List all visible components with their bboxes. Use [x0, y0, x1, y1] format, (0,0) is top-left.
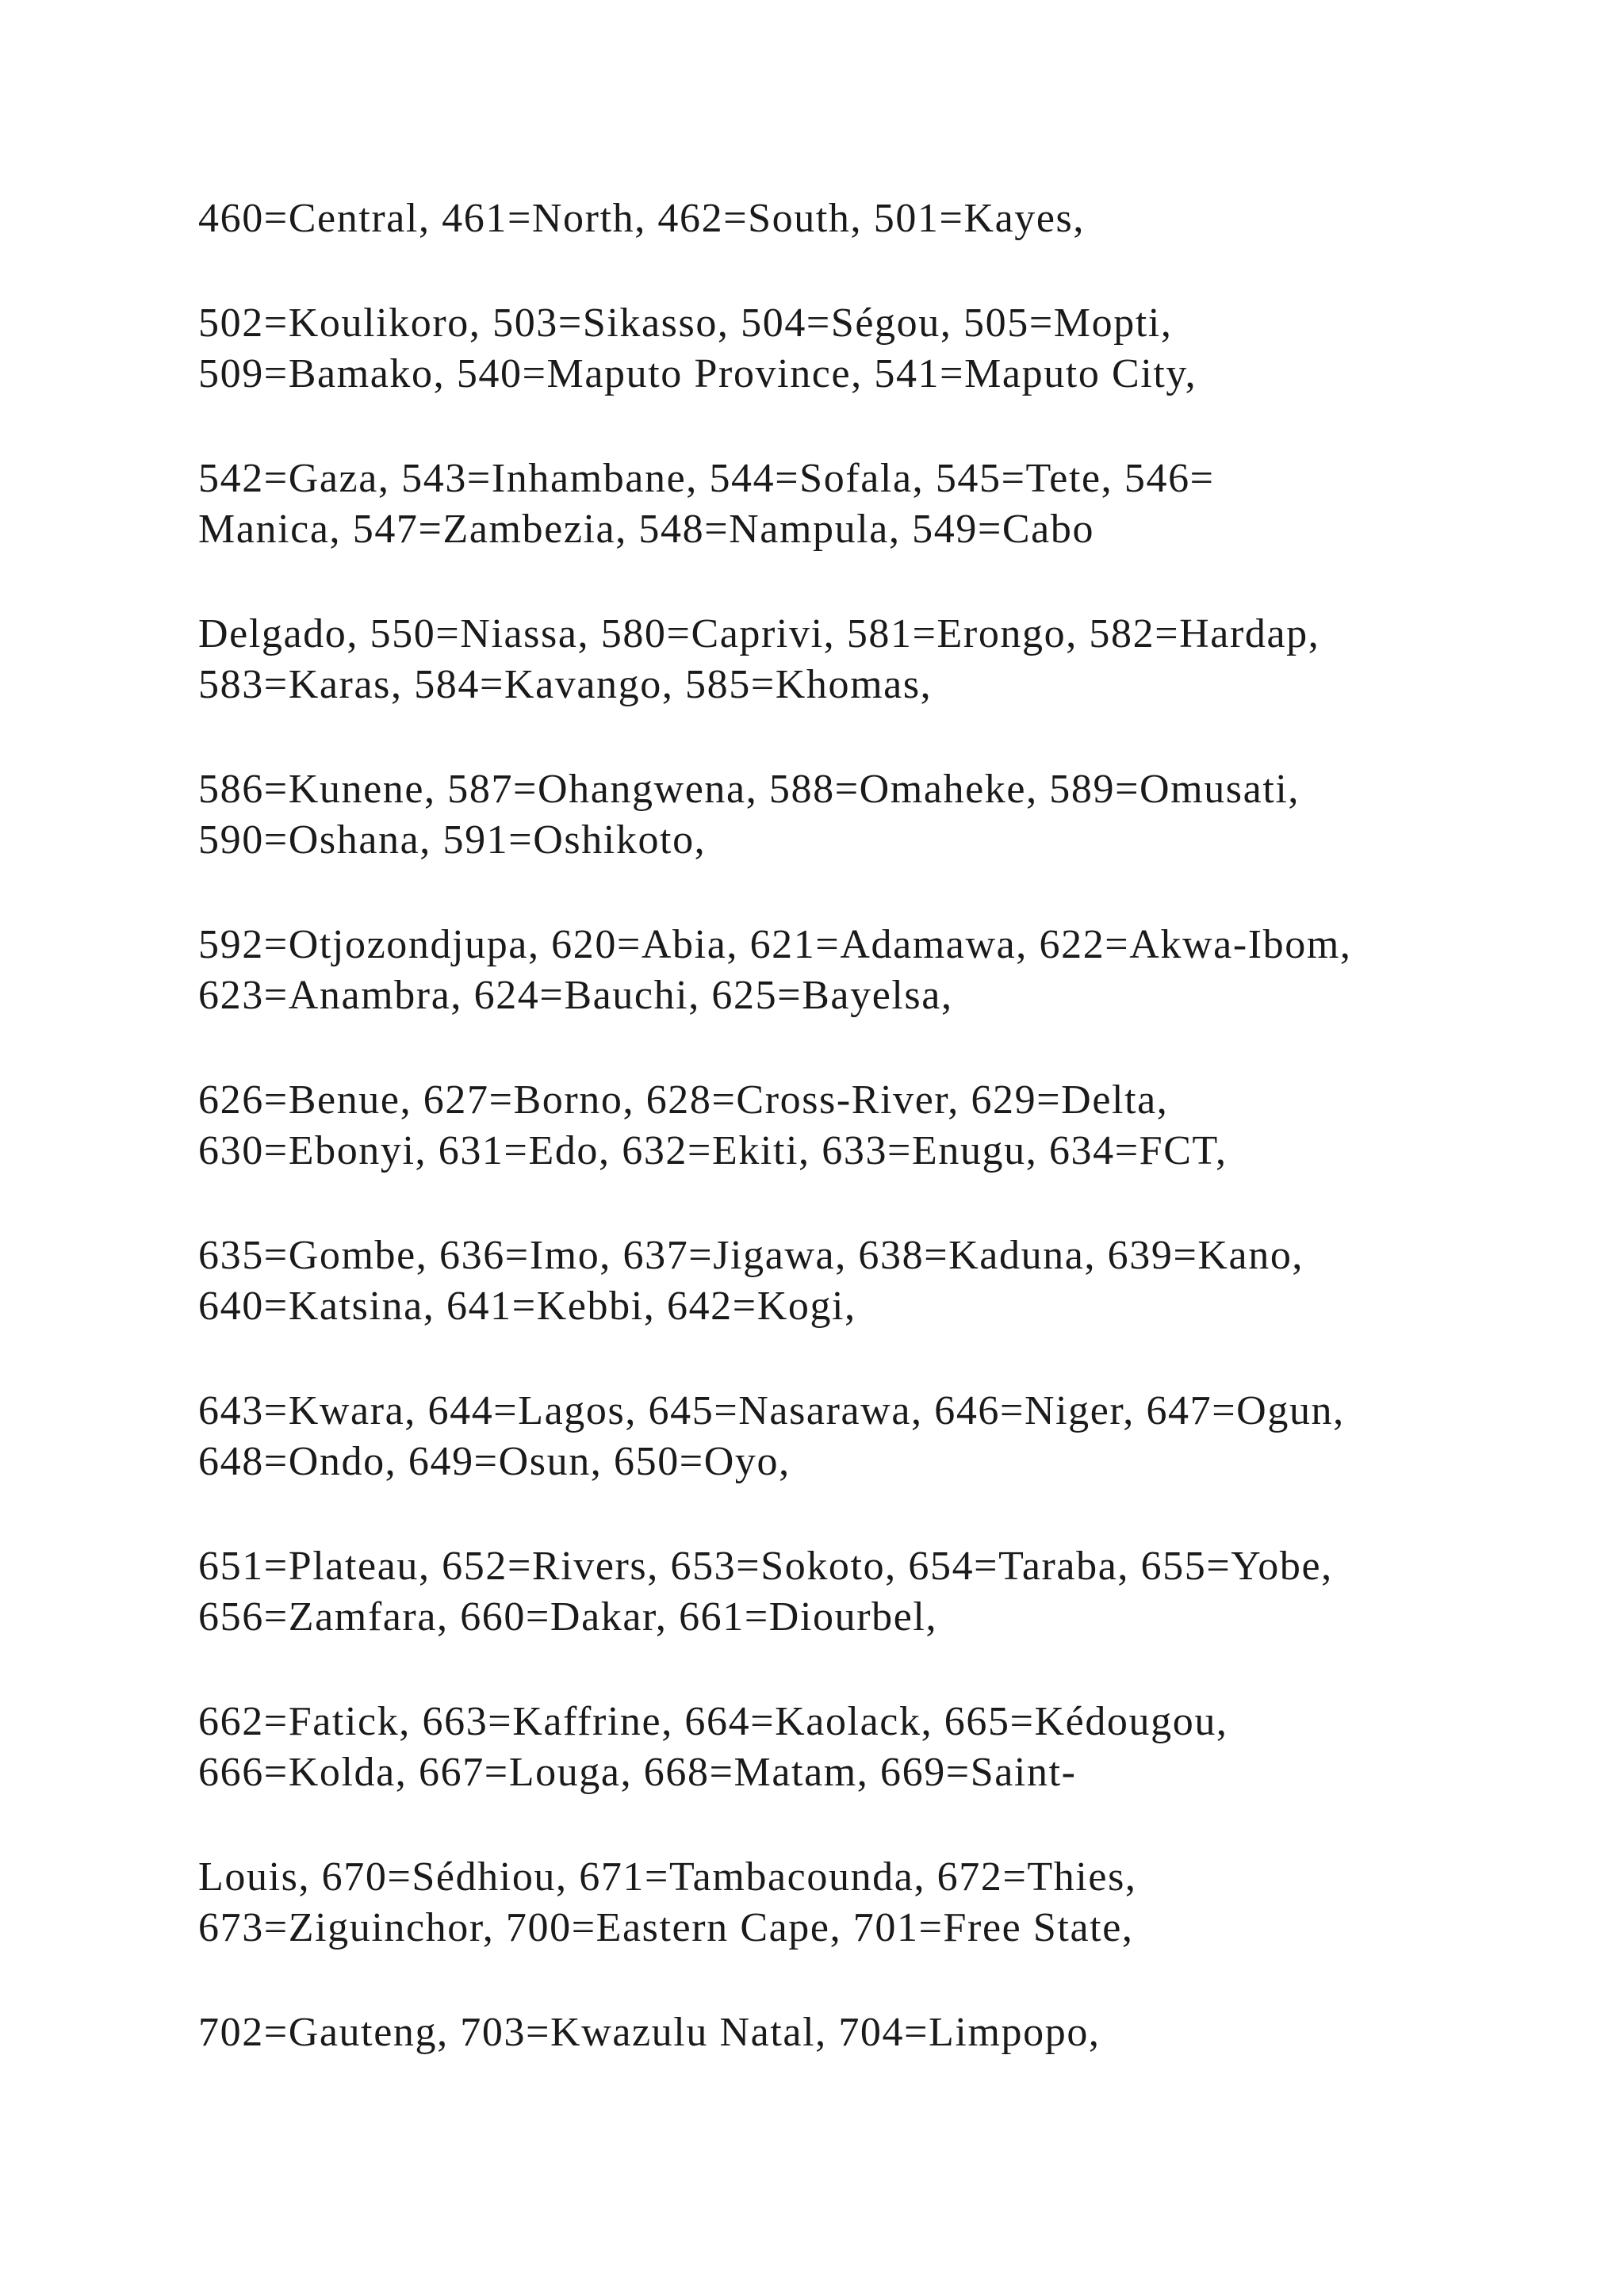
- text-line: 635=Gombe, 636=Imo, 637=Jigawa, 638=Kaduna, 639=Kano,: [198, 1233, 1304, 1278]
- text-line: Louis, 670=Sédhiou, 671=Tambacounda, 672=Thies,: [198, 1854, 1137, 1900]
- text-line: 502=Koulikoro, 503=Sikasso, 504=Ségou, 505=Mopti,: [198, 300, 1173, 346]
- paragraph: [198, 764, 1515, 866]
- text-line: 643=Kwara, 644=Lagos, 645=Nasarawa, 646=Niger, 647=Ogun,: [198, 1388, 1345, 1433]
- text-line: 586=Kunene, 587=Ohangwena, 588=Omaheke, 589=Omusati,: [198, 767, 1300, 812]
- paragraph: [198, 1075, 1515, 1177]
- text-line: 630=Ebonyi, 631=Edo, 632=Ekiti, 633=Enugu, 634=FCT,: [198, 1128, 1228, 1173]
- text-line: 583=Karas, 584=Kavango, 585=Khomas,: [198, 662, 933, 707]
- text-line: 590=Oshana, 591=Oshikoto,: [198, 817, 707, 863]
- document-body: [198, 193, 1515, 2112]
- text-line: 702=Gauteng, 703=Kwazulu Natal, 704=Limpopo,: [198, 2010, 1101, 2055]
- paragraph: [198, 2007, 1515, 2058]
- paragraph: [198, 1230, 1515, 1332]
- text-line: 656=Zamfara, 660=Dakar, 661=Diourbel,: [198, 1594, 938, 1640]
- paragraph: [198, 193, 1515, 244]
- paragraph: [198, 1852, 1515, 1954]
- text-line: 542=Gaza, 543=Inhambane, 544=Sofala, 545=Tete, 546=: [198, 456, 1215, 501]
- text-line: 626=Benue, 627=Borno, 628=Cross-River, 629=Delta,: [198, 1077, 1169, 1123]
- paragraph: [198, 920, 1515, 1021]
- text-line: 509=Bamako, 540=Maputo Province, 541=Maputo City,: [198, 351, 1197, 396]
- text-line: 662=Fatick, 663=Kaffrine, 664=Kaolack, 665=Kédougou,: [198, 1699, 1228, 1744]
- paragraph: [198, 609, 1515, 710]
- paragraph: [198, 1541, 1515, 1643]
- text-line: 666=Kolda, 667=Louga, 668=Matam, 669=Saint-: [198, 1750, 1077, 1795]
- text-line: 640=Katsina, 641=Kebbi, 642=Kogi,: [198, 1284, 856, 1329]
- paragraph: [198, 453, 1515, 555]
- text-line: Manica, 547=Zambezia, 548=Nampula, 549=Cabo: [198, 507, 1095, 552]
- paragraph: [198, 1386, 1515, 1487]
- text-line: 673=Ziguinchor, 700=Eastern Cape, 701=Free State,: [198, 1905, 1134, 1950]
- text-line: 648=Ondo, 649=Osun, 650=Oyo,: [198, 1439, 791, 1484]
- text-line: 651=Plateau, 652=Rivers, 653=Sokoto, 654=Taraba, 655=Yobe,: [198, 1544, 1333, 1589]
- text-line: 592=Otjozondjupa, 620=Abia, 621=Adamawa, 622=Akwa-Ibom,: [198, 922, 1352, 967]
- paragraph: [198, 298, 1515, 400]
- text-line: Delgado, 550=Niassa, 580=Caprivi, 581=Erongo, 582=Hardap,: [198, 611, 1320, 656]
- paragraph: [198, 1697, 1515, 1798]
- text-line: 623=Anambra, 624=Bauchi, 625=Bayelsa,: [198, 973, 953, 1018]
- text-line: 460=Central, 461=North, 462=South, 501=Kayes,: [198, 196, 1085, 241]
